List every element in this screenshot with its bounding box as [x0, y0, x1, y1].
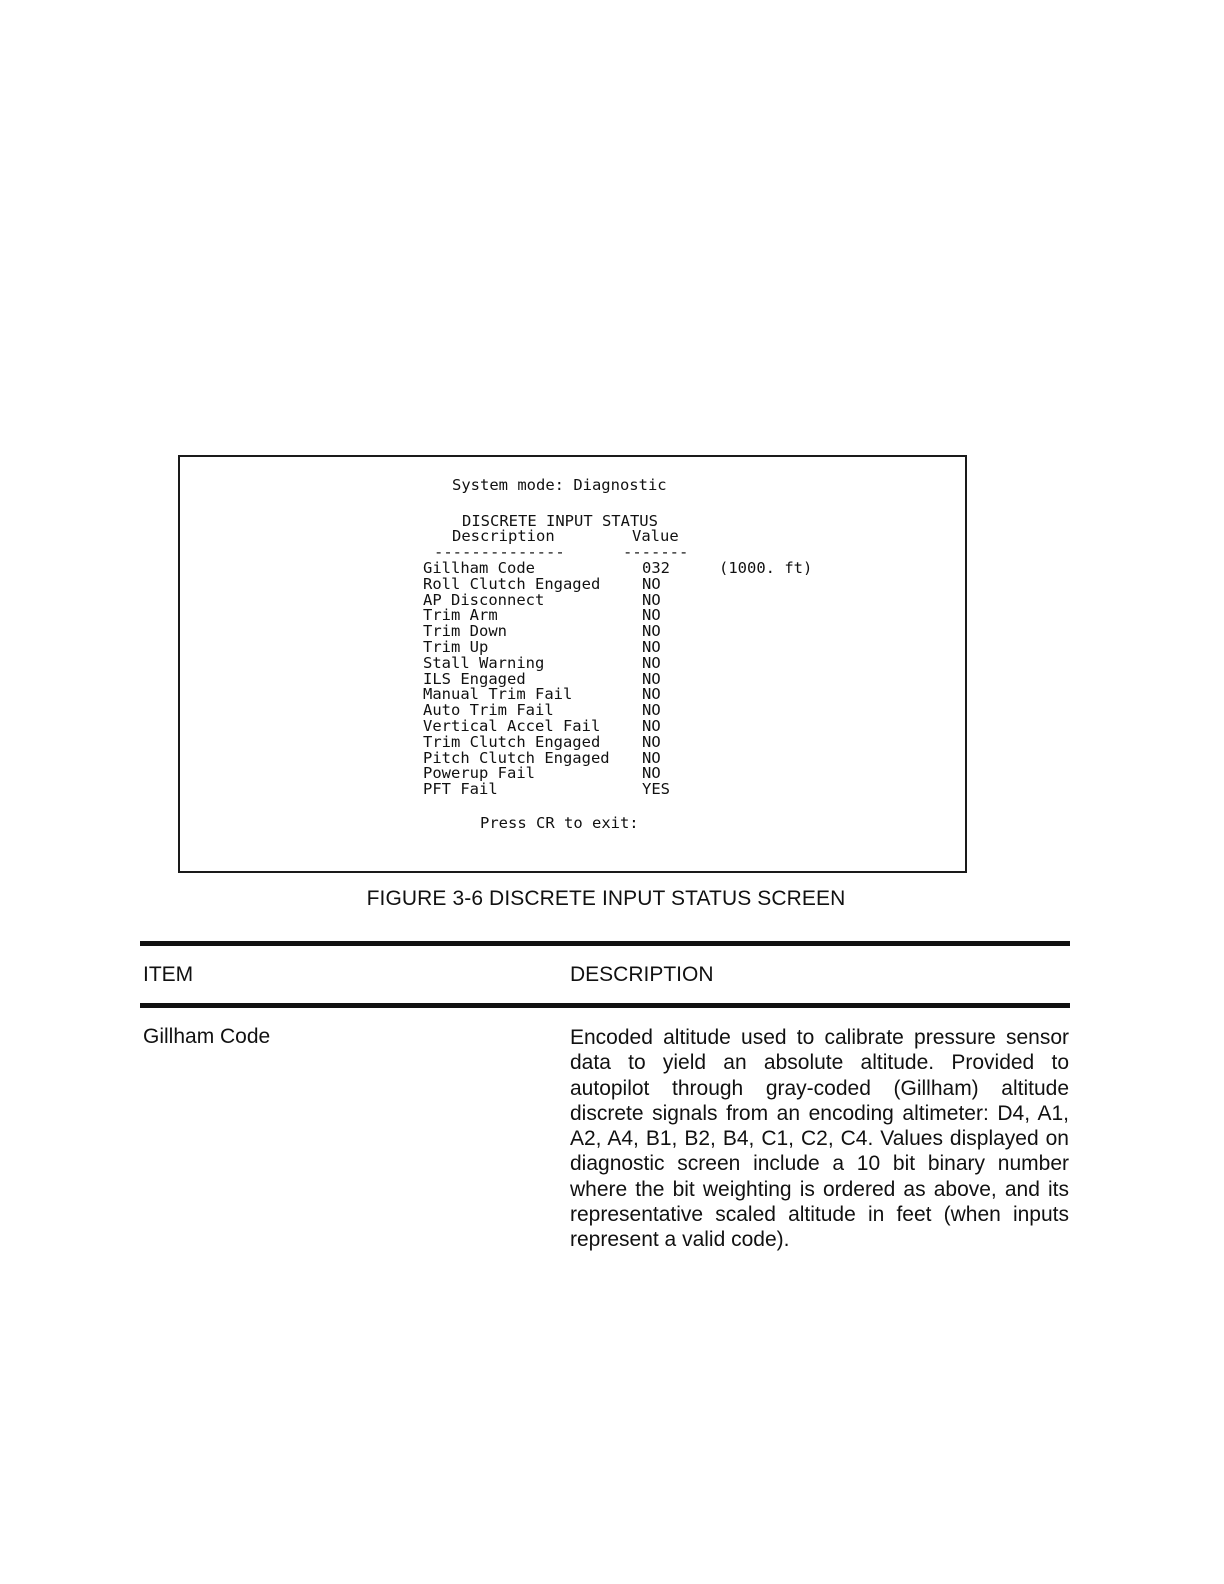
- status-label: Trim Up: [423, 637, 489, 656]
- table-item-name: Gillham Code: [143, 1025, 271, 1048]
- column-divider-value: -------: [623, 543, 689, 561]
- status-row: [423, 734, 883, 750]
- status-value: NO: [642, 764, 661, 783]
- status-value: NO: [642, 653, 661, 672]
- table-top-rule: [140, 941, 1070, 946]
- status-value: NO: [642, 685, 661, 704]
- status-row: [423, 607, 883, 623]
- status-label: Vertical Accel Fail: [423, 716, 601, 735]
- status-row: [423, 560, 883, 576]
- status-label: Manual Trim Fail: [423, 685, 573, 704]
- status-note: (1000. ft): [719, 559, 813, 577]
- status-row: [423, 702, 883, 718]
- status-value: NO: [642, 701, 661, 720]
- status-value: YES: [642, 780, 670, 799]
- status-label: Trim Down: [423, 622, 507, 641]
- status-row: [423, 686, 883, 702]
- status-value: NO: [642, 574, 661, 593]
- status-row: [423, 781, 883, 797]
- status-row: [423, 671, 883, 687]
- status-value: NO: [642, 590, 661, 609]
- status-value: 032: [642, 559, 670, 577]
- column-divider-description: --------------: [434, 543, 565, 561]
- status-label: PFT Fail: [423, 780, 498, 799]
- status-value: NO: [642, 606, 661, 625]
- figure-caption: FIGURE 3-6 DISCRETE INPUT STATUS SCREEN: [366, 887, 846, 910]
- status-value: NO: [642, 748, 661, 767]
- screen-heading: DISCRETE INPUT STATUS: [462, 512, 658, 530]
- status-row: [423, 750, 883, 766]
- status-label: Pitch Clutch Engaged: [423, 748, 610, 767]
- status-value: NO: [642, 716, 661, 735]
- terminal-screen-figure: [178, 455, 967, 873]
- column-header-value: Value: [632, 527, 679, 545]
- status-label: Powerup Fail: [423, 764, 535, 783]
- status-label: ILS Engaged: [423, 669, 526, 688]
- status-label: Auto Trim Fail: [423, 701, 554, 720]
- status-label: Gillham Code: [423, 559, 535, 577]
- status-label: Trim Arm: [423, 606, 498, 625]
- status-row: [423, 765, 883, 781]
- table-header-rule: [140, 1003, 1070, 1008]
- status-row: [423, 623, 883, 639]
- table-item-description: Encoded altitude used to calibrate pressure sensor data to yield an absolute altitude. Provided to autopilot through gray-coded (Gillham) altitude discrete signals from an encoding altimeter: D4, A1, A2, A4, B1, B2, B4, C1, C2, C4. Values displayed on diagnostic screen include a 10 bit binary number where the bit weighting is ordered as above, and its representative scaled altitude in feet (when inputs represent a valid code).: [570, 1026, 1069, 1252]
- status-row: [423, 718, 883, 734]
- table-header-description: DESCRIPTION: [570, 963, 714, 986]
- status-rows: [423, 560, 883, 797]
- status-label: AP Disconnect: [423, 590, 545, 609]
- status-value: NO: [642, 622, 661, 641]
- status-value: NO: [642, 637, 661, 656]
- system-mode-line: System mode: Diagnostic: [452, 476, 667, 494]
- status-row: [423, 576, 883, 592]
- status-label: Stall Warning: [423, 653, 545, 672]
- status-label: Roll Clutch Engaged: [423, 574, 601, 593]
- table-header-item: ITEM: [143, 963, 194, 986]
- status-row: [423, 639, 883, 655]
- status-value: NO: [642, 732, 661, 751]
- column-header-description: Description: [452, 527, 555, 545]
- status-row: [423, 655, 883, 671]
- status-value: NO: [642, 669, 661, 688]
- exit-prompt: Press CR to exit:: [480, 814, 639, 832]
- status-label: Trim Clutch Engaged: [423, 732, 601, 751]
- status-row: [423, 592, 883, 608]
